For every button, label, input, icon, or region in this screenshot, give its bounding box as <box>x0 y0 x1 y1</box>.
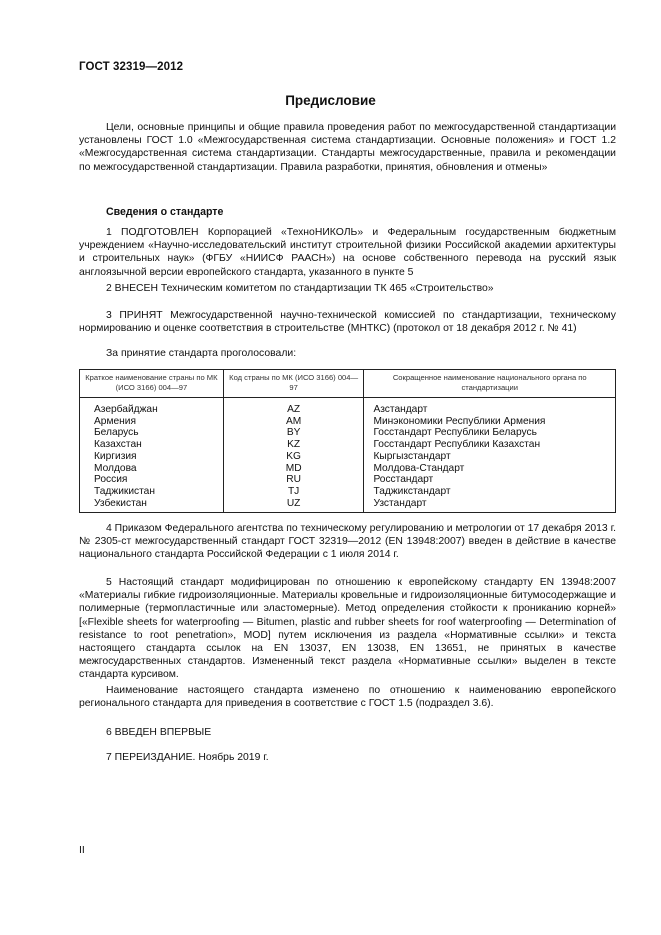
table-row <box>80 439 616 451</box>
table-row <box>80 416 616 428</box>
page-title: Предисловие <box>285 93 376 108</box>
standards-body-cell: Госстандарт Республики Беларусь <box>364 427 616 439</box>
standards-body-cell: Азстандарт <box>364 398 616 416</box>
item-3-paragraph: 3 ПРИНЯТ Межгосударственной научно-технической комиссией по стандартизации, техническому нормированию и оценке соответствия в строительстве (МНТКС) (протокол от 18 декабря 2012 г. № 41) <box>79 310 616 335</box>
table-row <box>80 451 616 463</box>
item-5-name-note: Наименование настоящего стандарта изменено по отношению к наименованию европейского регионального стандарта для приведения в соответствие с ГОСТ 1.5 (подраздел 3.6). <box>79 685 616 710</box>
item-5-paragraph: 5 Настоящий стандарт модифицирован по отношению к европейскому стандарту EN 13948:2007 «Материалы гибкие гидроизоляционные. Материалы кровельные и гидроизоляционные битумосодержащие и полимерные (термопластичные или эластомерные). Метод определения стойкости к прониканию корней» [«Flexible sheets for waterproofing — Bitumen, plastic and rubber sheets for roof waterproofing — Determination of resistance to root penetration», MOD] путем исключения из раздела «Нормативные ссылки» и текста настоящего стандарта ссылок на EN 13037, EN 13038, EN 13651, не принятых в качестве межгосударственных стандартов. Измененный текст раздела «Нормативные ссылки» выделен в тексте стандарта курсивом. <box>79 577 616 681</box>
country-name-cell: Беларусь <box>80 427 224 439</box>
country-name-cell: Россия <box>80 474 224 486</box>
item-6-paragraph: 6 ВВЕДЕН ВПЕРВЫЕ <box>106 727 212 738</box>
country-name-cell: Молдова <box>80 463 224 475</box>
item-7-paragraph: 7 ПЕРЕИЗДАНИЕ. Ноябрь 2019 г. <box>106 752 269 763</box>
standards-body-cell: Молдова-Стандарт <box>364 463 616 475</box>
header-standards-body: Сокращенное наименование национального органа по стандартизации <box>364 370 616 398</box>
item-4-paragraph: 4 Приказом Федерального агентства по техническому регулированию и метрологии от 17 декабря 2013 г. № 2305-ст межгосударственный стандарт ГОСТ 32319—2012 (EN 13948:2007) введен в действие в качестве национального стандарта Российской Федерации с 1 июля 2014 г. <box>79 523 616 561</box>
country-name-cell: Казахстан <box>80 439 224 451</box>
country-code-cell: KG <box>223 451 364 463</box>
standards-body-cell: Росстандарт <box>364 474 616 486</box>
country-code-cell: AZ <box>223 398 364 416</box>
country-name-cell: Киргизия <box>80 451 224 463</box>
country-code-cell: AM <box>223 416 364 428</box>
country-name-cell: Таджикистан <box>80 486 224 498</box>
intro-paragraph: Цели, основные принципы и общие правила проведения работ по межгосударственной стандартизации установлены ГОСТ 1.0 «Межгосударственная система стандартизации. Основные положения» и ГОСТ 1.2 «Межгосударственная система стандартизации. Стандарты межгосударственные, правила и рекомендации по межгосударственной стандартизации. Правила разработки, принятия, обновления и отмены» <box>79 122 616 173</box>
header-country-name: Краткое наименование страны по МК (ИСО 3166) 004—97 <box>80 370 224 398</box>
country-code-cell: UZ <box>223 498 364 513</box>
voting-countries-table <box>79 369 616 513</box>
table-row <box>80 474 616 486</box>
item-1-paragraph: 1 ПОДГОТОВЛЕН Корпорацией «ТехноНИКОЛЬ» и Федеральным государственным бюджетным учреждением «Научно-исследовательский институт строительной физики Российской академии архитектуры и строительных наук» (ФГБУ «НИИСФ РААСН») на основе собственного перевода на русский язык англоязычной версии европейского стандарта, указанного в пункте 5 <box>79 227 616 278</box>
country-name-cell: Армения <box>80 416 224 428</box>
country-code-cell: RU <box>223 474 364 486</box>
country-name-cell: Узбекистан <box>80 498 224 513</box>
vote-intro: За принятие стандарта проголосовали: <box>106 348 297 359</box>
table-row <box>80 398 616 416</box>
country-name-cell: Азербайджан <box>80 398 224 416</box>
table-header-row <box>80 370 616 398</box>
standards-body-cell: Кыргызстандарт <box>364 451 616 463</box>
table-row <box>80 486 616 498</box>
document-code-header: ГОСТ 32319—2012 <box>79 61 184 73</box>
page-number: II <box>79 844 85 856</box>
country-code-cell: TJ <box>223 486 364 498</box>
header-country-code: Код страны по МК (ИСО 3166) 004—97 <box>223 370 364 398</box>
country-code-cell: BY <box>223 427 364 439</box>
table-row <box>80 498 616 513</box>
standards-body-cell: Минэкономики Республики Армения <box>364 416 616 428</box>
section-title: Сведения о стандарте <box>106 206 224 218</box>
country-code-cell: MD <box>223 463 364 475</box>
table-row <box>80 463 616 475</box>
country-code-cell: KZ <box>223 439 364 451</box>
standards-body-cell: Таджикстандарт <box>364 486 616 498</box>
standards-body-cell: Госстандарт Республики Казахстан <box>364 439 616 451</box>
standards-body-cell: Узстандарт <box>364 498 616 513</box>
item-2-paragraph: 2 ВНЕСЕН Техническим комитетом по стандартизации ТК 465 «Строительство» <box>106 283 494 294</box>
table-row <box>80 427 616 439</box>
